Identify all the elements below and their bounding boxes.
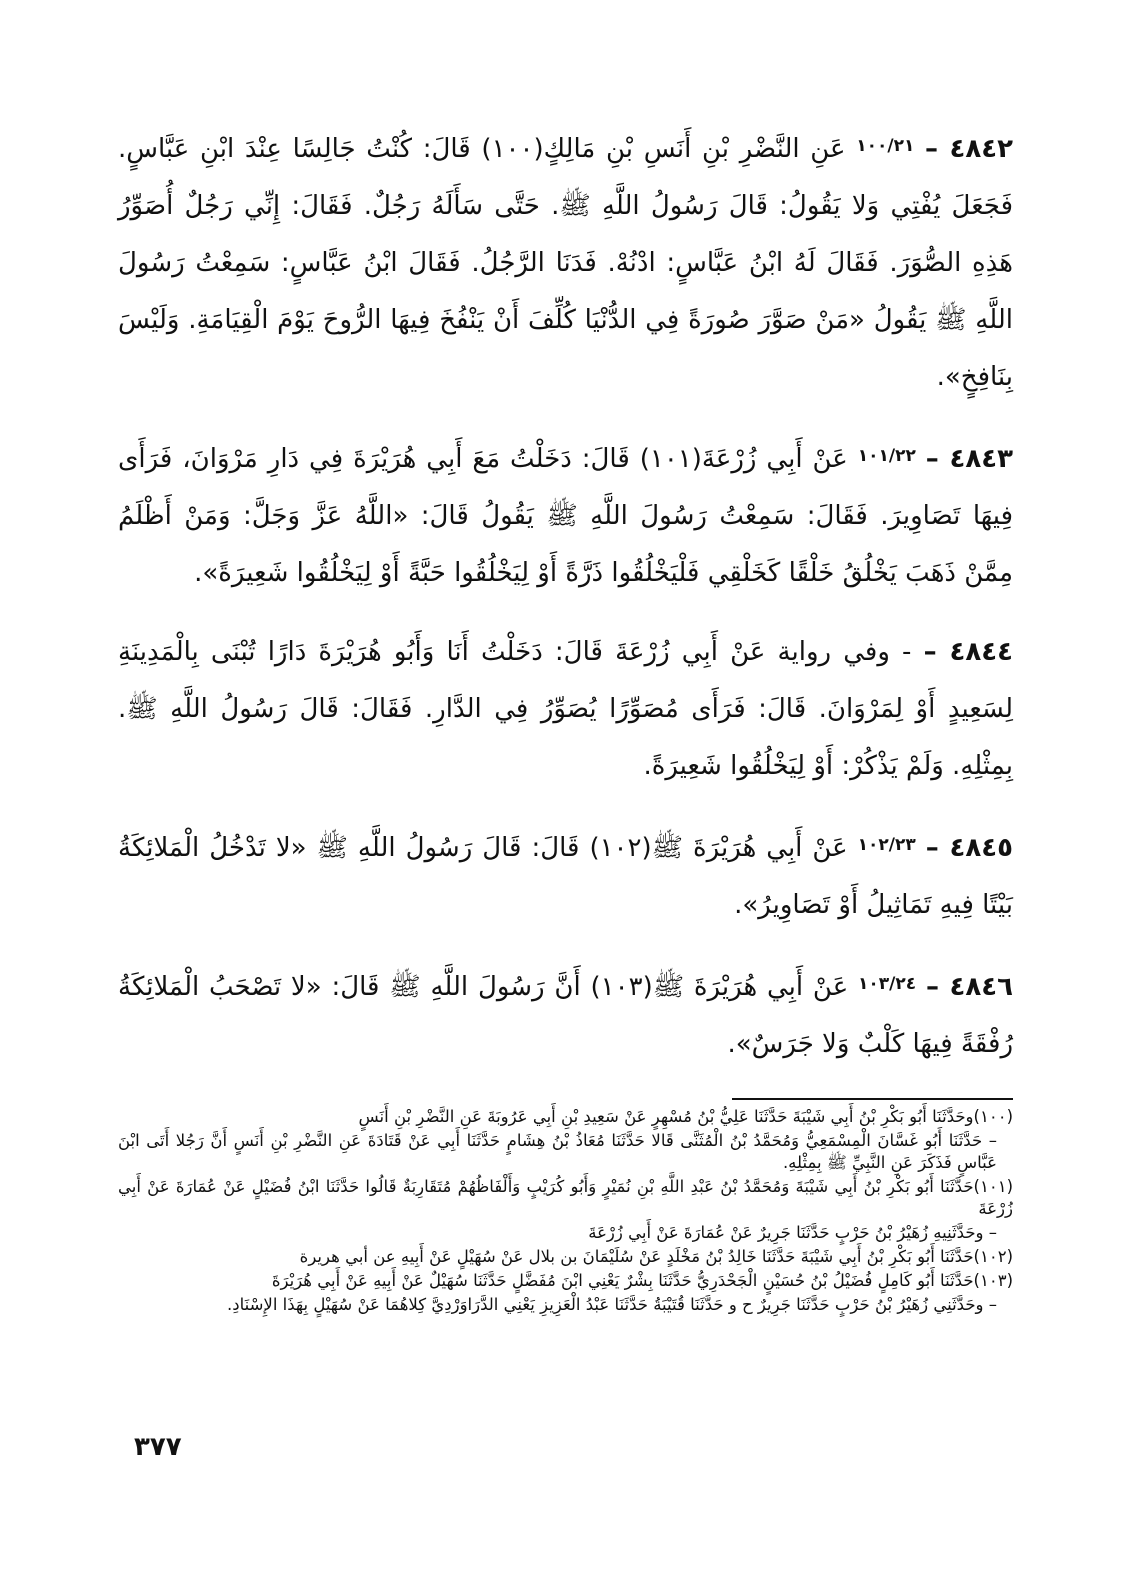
footnote-101: (١٠١)حَدَّثَنَا أَبُو بَكْرِ بْنُ أَبِي شَيْبَةَ وَمُحَمَّدُ بْنُ عَبْدِ اللَّهِ بْنِ نُمَيْرٍ وَأَبُو كُرَيْبٍ وَأَلْفَاظُهُمْ مُتَقَارِبَةٌ قَالُوا حَدَّثَنَا ابْنُ فُضَيْلٍ عَنْ عُمَارَةَ عَنْ أَبِي زُرْعَةَ — [118, 1177, 1013, 1218]
footnote-100: (١٠٠)وحَدَّثَنَا أَبُو بَكْرِ بْنُ أَبِي شَيْبَةَ حَدَّثَنَا عَلِيُّ بْنُ مُسْهِرٍ عَنْ سَعِيدِ بْنِ أَبِي عَرُوبَةَ عَنِ النَّضْرِ بْنِ أَنَسٍ — [358, 1107, 1013, 1126]
hadith-reference-fraction: ١٠٣/٢٤ — [858, 974, 917, 994]
hadith-text: عَنِ النَّضْرِ بْنِ أَنَسِ بْنِ مَالِكٍ(١٠٠) قَالَ: كُنْتُ جَالِسًا عِنْدَ ابْنِ عَبَّاسٍ. فَجَعَلَ يُفْتِي وَلا يَقُولُ: قَالَ رَسُولُ اللَّهِ ﷺ. حَتَّى سَأَلَهُ رَجُلٌ. فَقَالَ: إِنِّي رَجُلٌ أُصَوِّرُ هَذِهِ الصُّوَرَ. فَقَالَ لَهُ ابْنُ عَبَّاسٍ: ادْنُهْ. فَدَنَا الرَّجُلُ. فَقَالَ ابْنُ عَبَّاسٍ: سَمِعْتُ رَسُولَ اللَّهِ ﷺ يَقُولُ «مَنْ صَوَّرَ صُورَةً فِي الدُّنْيَا كُلِّفَ أَنْ يَنْفُخَ فِيهَا الرُّوحَ يَوْمَ الْقِيَامَةِ. وَلَيْسَ بِنَافِخٍ». — [118, 134, 1013, 392]
hadith-4843 — [118, 428, 1013, 602]
hadith-reference-fraction: ١٠٢/٢٣ — [857, 835, 916, 855]
footnote-102: (١٠٢)حَدَّثَنَا أَبُو بَكْرِ بْنُ أَبِي شَيْبَةَ حَدَّثَنَا خَالِدُ بْنُ مَخْلَدٍ عَنْ سُلَيْمَانَ بن بلال عَنْ سُهَيْلٍ عَنْ أَبِيهِ عن أبي هريرة — [299, 1247, 1013, 1266]
hadith-text: عَنْ أَبِي هُرَيْرَةَ ﷺ(١٠٢) قَالَ: قَالَ رَسُولُ اللَّهِ ﷺ «لا تَدْخُلُ الْمَلائِكَةُ بَيْتًا فِيهِ تَمَاثِيلُ أَوْ تَصَاوِيرُ». — [118, 833, 1013, 920]
footnote-100-continuation: – حَدَّثَنَا أَبُو غَسَّانَ الْمِسْمَعِيُّ وَمُحَمَّدُ بْنُ الْمُثَنَّى قَالا حَدَّثَنَا مُعَاذُ بْنُ هِشَامٍ حَدَّثَنَا أَبِي عَنْ قَتَادَةَ عَنِ النَّضْرِ بْنِ أَنَسٍ أَنَّ رَجُلا أَتَى ابْنَ عَبَّاسٍ فَذَكَرَ عَنِ النَّبِيِّ ﷺ بِمِثْلِهِ. — [118, 1131, 997, 1172]
hadith-number: ٤٨٤٦ – — [925, 972, 1014, 1002]
footnotes — [118, 1106, 1013, 1318]
page-number: ٣٧٧ — [134, 1432, 182, 1462]
hadith-4846 — [118, 956, 1013, 1073]
hadith-text: عَنْ أَبِي زُرْعَةَ(١٠١) قَالَ: دَخَلْتُ مَعَ أَبِي هُرَيْرَةَ فِي دَارِ مَرْوَانَ، فَرَأَى فِيهَا تَصَاوِيرَ. فَقَالَ: سَمِعْتُ رَسُولَ اللَّهِ ﷺ يَقُولُ قَالَ: «اللَّهُ عَزَّ وَجَلَّ: وَمَنْ أَظْلَمُ مِمَّنْ ذَهَبَ يَخْلُقُ خَلْقًا كَخَلْقِي فَلْيَخْلُقُوا ذَرَّةً أَوْ لِيَخْلُقُوا حَبَّةً أَوْ لِيَخْلُقُوا شَعِيرَةً». — [118, 444, 1013, 588]
footnote-divider — [732, 1098, 1013, 1100]
footnote-103: (١٠٣)حَدَّثَنَا أَبُو كَامِلٍ فُضَيْلُ بْنُ حُسَيْنٍ الْجَحْدَرِيُّ حَدَّثَنَا بِشْرٌ يَعْنِي ابْنَ مُفَضَّلٍ حَدَّثَنَا سُهَيْلٌ عَنْ أَبِيهِ عَنْ أَبِي هُرَيْرَةَ — [271, 1271, 1013, 1290]
hadith-text: عَنْ أَبِي هُرَيْرَةَ ﷺ(١٠٣) أَنَّ رَسُولَ اللَّهِ ﷺ قَالَ: «لا تَصْحَبُ الْمَلائِكَةُ رُفْقَةً فِيهَا كَلْبٌ وَلا جَرَسٌ». — [118, 972, 1013, 1059]
footnote-101-continuation: – وحَدَّثَنِيهِ زُهَيْرُ بْنُ حَرْبٍ حَدَّثَنَا جَرِيرٌ عَنْ عُمَارَةَ عَنْ أَبِي زُرْعَةَ — [588, 1223, 997, 1242]
hadith-list — [118, 118, 1013, 1095]
hadith-number: ٤٨٤٤ – — [923, 637, 1013, 667]
hadith-4844 — [118, 624, 1013, 795]
hadith-number: ٤٨٤٥ – — [925, 833, 1014, 863]
hadith-number: ٤٨٤٢ – — [925, 134, 1014, 164]
hadith-4842 — [118, 118, 1013, 406]
hadith-reference-fraction: ١٠٠/٢١ — [856, 136, 915, 156]
hadith-number: ٤٨٤٣ – — [925, 444, 1013, 474]
hadith-4845 — [118, 817, 1013, 934]
footnote-103-continuation: – وحَدَّثَنِي زُهَيْرُ بْنُ حَرْبٍ حَدَّثَنَا جَرِيرٌ ح و حَدَّثَنَا قُتَيْبَةُ حَدَّثَنَا عَبْدُ الْعَزِيزِ يَعْنِي الدَّرَاوَرْدِيَّ كِلاهُمَا عَنْ سُهَيْلٍ بِهَذَا الإِسْنَادِ. — [226, 1295, 997, 1314]
hadith-text: - وفي رواية عَنْ أَبِي زُرْعَةَ قَالَ: دَخَلْتُ أَنَا وَأَبُو هُرَيْرَةَ دَارًا تُبْنَى بِالْمَدِينَةِ لِسَعِيدٍ أَوْ لِمَرْوَانَ. قَالَ: فَرَأَى مُصَوِّرًا يُصَوِّرُ فِي الدَّارِ. فَقَالَ: قَالَ رَسُولُ اللَّهِ ﷺ. بِمِثْلِهِ. وَلَمْ يَذْكُرْ: أَوْ لِيَخْلُقُوا شَعِيرَةً. — [118, 637, 1013, 781]
hadith-reference-fraction: ١٠١/٢٢ — [857, 446, 916, 466]
